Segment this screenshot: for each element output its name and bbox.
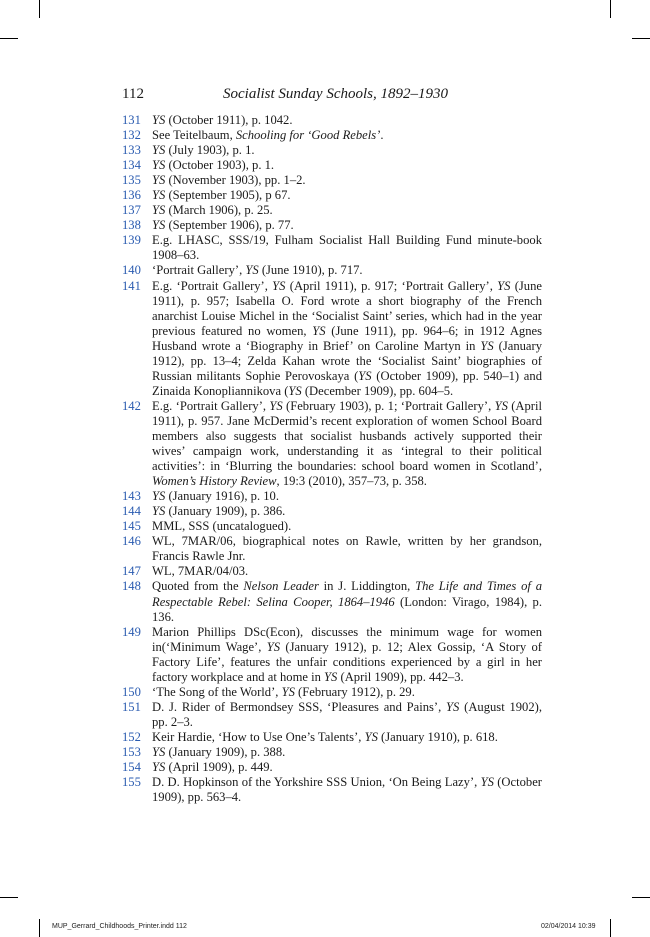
endnote bbox=[122, 564, 542, 579]
endnote-number[interactable]: 137 bbox=[122, 203, 141, 218]
endnote-number[interactable]: 151 bbox=[122, 699, 141, 714]
endnote-number[interactable]: 145 bbox=[122, 519, 141, 534]
endnote-number[interactable]: 133 bbox=[122, 143, 141, 158]
endnote-number[interactable]: 140 bbox=[122, 263, 141, 278]
endnote bbox=[122, 775, 542, 805]
crop-mark-right-top bbox=[632, 38, 650, 39]
endnote-text: E.g. LHASC, SSS/19, Fulham Socialist Hall Building Fund minute-book 1908–63. bbox=[152, 233, 542, 263]
endnote bbox=[122, 233, 542, 263]
endnote-number[interactable]: 142 bbox=[122, 398, 141, 413]
endnote-text: YS (October 1903), p. 1. bbox=[152, 158, 275, 173]
running-header bbox=[122, 84, 542, 104]
endnote-text: YS (April 1909), p. 449. bbox=[152, 760, 273, 775]
endnote-number[interactable]: 153 bbox=[122, 744, 141, 759]
endnote-text: YS (January 1909), p. 388. bbox=[152, 744, 286, 759]
running-title: Socialist Sunday Schools, 1892–1930 bbox=[223, 86, 448, 102]
print-slug-timestamp: 02/04/2014 10:39 bbox=[541, 923, 596, 930]
endnote-text: Marion Phillips DSc(Econ), discusses the minimum wage for women in(‘Minimum Wage’, YS (January 1912), p. 12; Alex Gossip, ‘A Story of Factory Life’, features the unfair conditions experienced by a girl in her factory workplace and at home in YS (April 1909), pp. 442–3. bbox=[152, 624, 542, 684]
endnote-text: D. J. Rider of Bermondsey SSS, ‘Pleasures and Pains’, YS (August 1902), pp. 2–3. bbox=[152, 699, 542, 729]
endnote-number[interactable]: 139 bbox=[122, 233, 141, 248]
endnote-number[interactable]: 131 bbox=[122, 113, 141, 127]
endnote-text: YS (November 1903), pp. 1–2. bbox=[152, 173, 306, 188]
endnote bbox=[122, 158, 542, 173]
endnote bbox=[122, 700, 542, 730]
endnote bbox=[122, 279, 542, 399]
endnote bbox=[122, 730, 542, 745]
endnote-number[interactable]: 152 bbox=[122, 729, 141, 744]
endnote-text: MML, SSS (uncatalogued). bbox=[152, 519, 292, 534]
crop-mark-left-top bbox=[0, 38, 18, 39]
endnote bbox=[122, 625, 542, 685]
endnote-number[interactable]: 149 bbox=[122, 624, 141, 639]
endnote-number[interactable]: 144 bbox=[122, 504, 141, 519]
endnote-number[interactable]: 150 bbox=[122, 684, 141, 699]
endnote-text: E.g. ‘Portrait Gallery’, YS (February 1903), p. 1; ‘Portrait Gallery’, YS (April 1911), p. 957. Jane McDermid’s recent exploration of women School Board members also suggests that socialist husbands actively supported their wives’ campaign work, understanding it as ‘integral to their political activities’: in ‘Blurring the boundaries: school board women in Scotland’, Women’s History Review, 19:3 (2010), 357–73, p. 358. bbox=[152, 398, 542, 489]
endnote-number[interactable]: 138 bbox=[122, 218, 141, 233]
endnote bbox=[122, 263, 542, 278]
crop-mark-bottom-right bbox=[610, 919, 611, 937]
endnote-text: E.g. ‘Portrait Gallery’, YS (April 1911), p. 917; ‘Portrait Gallery’, YS (June 1911), p. 957; Isabella O. Ford wrote a short biography of the French anarchist Louise Michel in the ‘Socialist Saint’ series, which had in the year previous featured no women, YS (June 1911), pp. 964–6; in 1912 Agnes Husband wrote a ‘Biography in Brief’ on Caroline Martyn in YS (January 1912), pp. 13–4; Zelda Kahan wrote the ‘Socialist Saint’ biographies of Russian militants Sophie Perovoskaya (YS (October 1909), pp. 540–1) and Zinaida Konopliannikova (YS (December 1909), pp. 604–5. bbox=[152, 278, 543, 398]
endnote-text: See Teitelbaum, Schooling for ‘Good Rebels’. bbox=[152, 128, 384, 143]
endnote-number[interactable]: 135 bbox=[122, 173, 141, 188]
crop-mark-bottom-left bbox=[39, 919, 40, 937]
endnote bbox=[122, 128, 542, 143]
endnote-text: Keir Hardie, ‘How to Use One’s Talents’, YS (January 1910), p. 618. bbox=[152, 729, 498, 744]
endnote-text: YS (January 1916), p. 10. bbox=[152, 489, 279, 504]
endnote-number[interactable]: 146 bbox=[122, 534, 141, 549]
endnote bbox=[122, 760, 542, 775]
print-slug-filename: MUP_Gerrard_Childhoods_Printer.indd 112 bbox=[52, 923, 187, 930]
endnote bbox=[122, 685, 542, 700]
endnote bbox=[122, 173, 542, 188]
endnote bbox=[122, 504, 542, 519]
endnote-text: YS (September 1906), p. 77. bbox=[152, 218, 294, 233]
endnotes-list bbox=[122, 113, 542, 805]
endnote-number[interactable]: 132 bbox=[122, 128, 141, 143]
endnote bbox=[122, 534, 542, 564]
endnote-text: Quoted from the Nelson Leader in J. Liddington, The Life and Times of a Respectable Rebel: Selina Cooper, 1864–1946 (London: Virago, 1984), p. 136. bbox=[152, 579, 543, 624]
endnote bbox=[122, 218, 542, 233]
endnote bbox=[122, 489, 542, 504]
endnote-text: YS (October 1911), p. 1042. bbox=[152, 113, 293, 127]
crop-mark-right-bottom bbox=[632, 897, 650, 898]
endnote-text: D. D. Hopkinson of the Yorkshire SSS Union, ‘On Being Lazy’, YS (October 1909), pp. 563–4. bbox=[152, 775, 542, 805]
endnote-text: ‘Portrait Gallery’, YS (June 1910), p. 717. bbox=[152, 263, 363, 278]
endnote-number[interactable]: 147 bbox=[122, 564, 141, 579]
endnote-number[interactable]: 154 bbox=[122, 760, 141, 775]
endnote bbox=[122, 113, 542, 128]
endnote bbox=[122, 519, 542, 534]
endnote-number[interactable]: 143 bbox=[122, 489, 141, 504]
endnote bbox=[122, 579, 542, 624]
endnote-text: YS (July 1903), p. 1. bbox=[152, 143, 255, 158]
endnote-text: YS (January 1909), p. 386. bbox=[152, 504, 286, 519]
endnote-number[interactable]: 155 bbox=[122, 775, 141, 790]
endnote-text: WL, 7MAR/06, biographical notes on Rawle, written by her grandson, Francis Rawle Jnr. bbox=[152, 534, 542, 564]
endnote-text: YS (March 1906), p. 25. bbox=[152, 203, 273, 218]
endnote-text: YS (September 1905), p 67. bbox=[152, 188, 291, 203]
endnote bbox=[122, 143, 542, 158]
crop-mark-top-right bbox=[610, 0, 611, 18]
endnote-number[interactable]: 136 bbox=[122, 188, 141, 203]
endnote-text: ‘The Song of the World’, YS (February 1912), p. 29. bbox=[152, 684, 415, 699]
endnote bbox=[122, 399, 542, 489]
endnote-number[interactable]: 134 bbox=[122, 158, 141, 173]
endnote bbox=[122, 745, 542, 760]
endnote-number[interactable]: 141 bbox=[122, 278, 141, 293]
crop-mark-top-left bbox=[39, 0, 40, 18]
endnote-number[interactable]: 148 bbox=[122, 579, 141, 594]
page-number: 112 bbox=[122, 86, 144, 102]
endnote bbox=[122, 203, 542, 218]
endnote-text: WL, 7MAR/04/03. bbox=[152, 564, 249, 579]
crop-mark-left-bottom bbox=[0, 897, 18, 898]
endnote bbox=[122, 188, 542, 203]
